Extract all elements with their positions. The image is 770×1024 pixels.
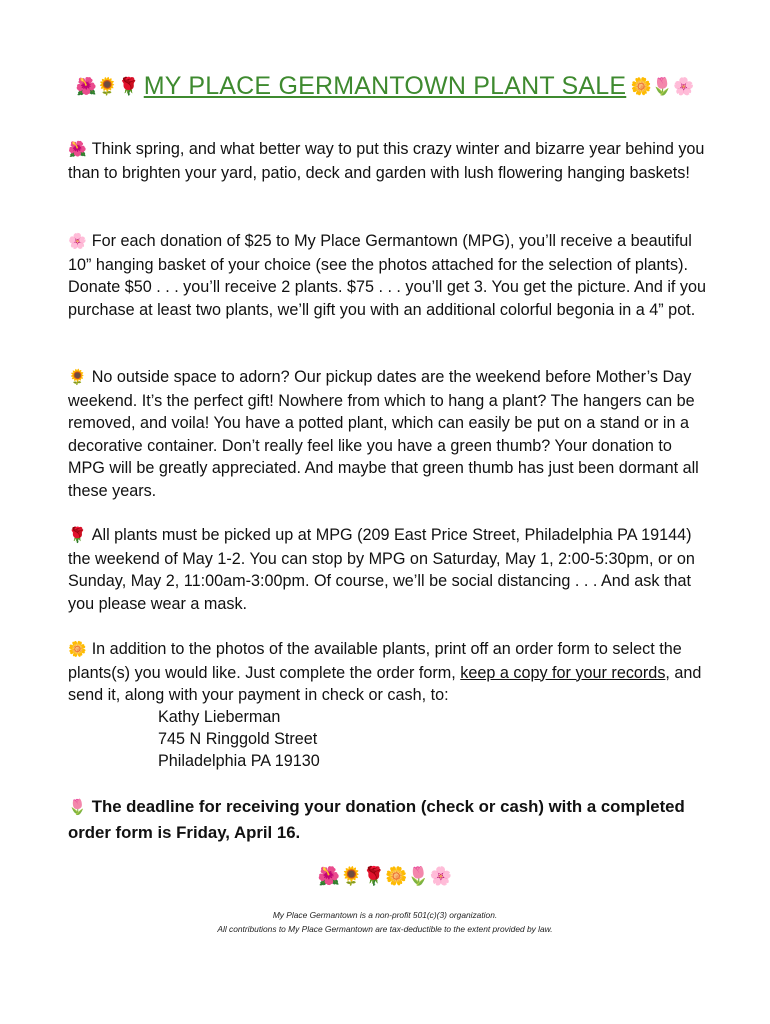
- paragraph-intro: [68, 138, 708, 184]
- order-form-underlined: keep a copy for your records: [460, 663, 666, 682]
- flower-icons-right: 🌼🌷🌸: [630, 76, 695, 96]
- deadline-notice: [68, 794, 708, 845]
- address-street: 745 N Ringgold Street: [158, 730, 318, 748]
- rose-icon: 🌹: [68, 527, 87, 544]
- deadline-text: The deadline for receiving your donation (check or cash) with a completed order form is Friday, April 16.: [68, 797, 685, 842]
- paragraph-donation: [68, 230, 708, 321]
- cherry-blossom-icon: 🌸: [68, 233, 87, 250]
- sunflower-icon: 🌻: [68, 369, 87, 386]
- order-form-text-after: , and send it, along with your payment in check or cash, to:: [68, 663, 702, 705]
- header: [0, 72, 770, 101]
- paragraph-donation-text: For each donation of $25 to My Place Germantown (MPG), you’ll receive a beautiful 10” hanging basket of your choice (see the photos attached for the selection of plants). Donate $50 . . . you’ll receive 2 plants. $75 . . . you’ll get 3. You get the picture. And if you purchase at least two plants, we’ll gift you with an additional colorful begonia in a 4” pot.: [68, 232, 707, 319]
- paragraph-gift-text: No outside space to adorn? Our pickup dates are the weekend before Mother’s Day weekend. It’s the perfect gift! Nowhere from which to hang a plant? The hangers can be removed, and voila! You have a potted plant, which can easily be put on a stand or in a decorative container. Don’t really feel like you have a green thumb? Your donation to MPG will be greatly appreciated. And maybe that green thumb has just been dormant all these years.: [68, 368, 699, 500]
- paragraph-pickup: [68, 524, 708, 615]
- paragraph-intro-text: Think spring, and what better way to put this crazy winter and bizarre year behind you than to brighten your yard, patio, deck and garden with lush flowering hanging baskets!: [68, 140, 705, 182]
- flower-icons-left: 🌺🌻🌹: [75, 76, 140, 96]
- tulip-icon: 🌷: [68, 799, 87, 816]
- address-city: Philadelphia PA 19130: [158, 752, 320, 770]
- address-name: Kathy Lieberman: [158, 708, 281, 726]
- flower-icons-bottom: 🌺🌻🌹🌼🌷🌸: [317, 866, 453, 886]
- footer-line-2: All contributions to My Place Germantown are tax-deductible to the extent provided by law.: [217, 924, 553, 934]
- paragraph-gift: [68, 366, 708, 503]
- paragraph-pickup-text: All plants must be picked up at MPG (209 East Price Street, Philadelphia PA 19144) the weekend of May 1-2. You can stop by MPG on Saturday, May 1, 2:00-5:30pm, or on Sunday, May 2, 11:00am-3:00pm. Of course, we’ll be social distancing . . . And ask that you please wear a mask.: [68, 526, 695, 613]
- hibiscus-icon: 🌺: [68, 141, 87, 158]
- paragraph-order-form: [68, 638, 708, 707]
- order-form-text-before: In addition to the photos of the available plants, print off an order form to select the plants(s) you would like. Just complete the order form,: [68, 640, 682, 682]
- mailing-address: [158, 706, 320, 772]
- page-title: MY PLACE GERMANTOWN PLANT SALE: [143, 72, 627, 100]
- footer-line-1: My Place Germantown is a non-profit 501(c)(3) organization.: [272, 910, 498, 920]
- blossom-icon: 🌼: [68, 641, 87, 658]
